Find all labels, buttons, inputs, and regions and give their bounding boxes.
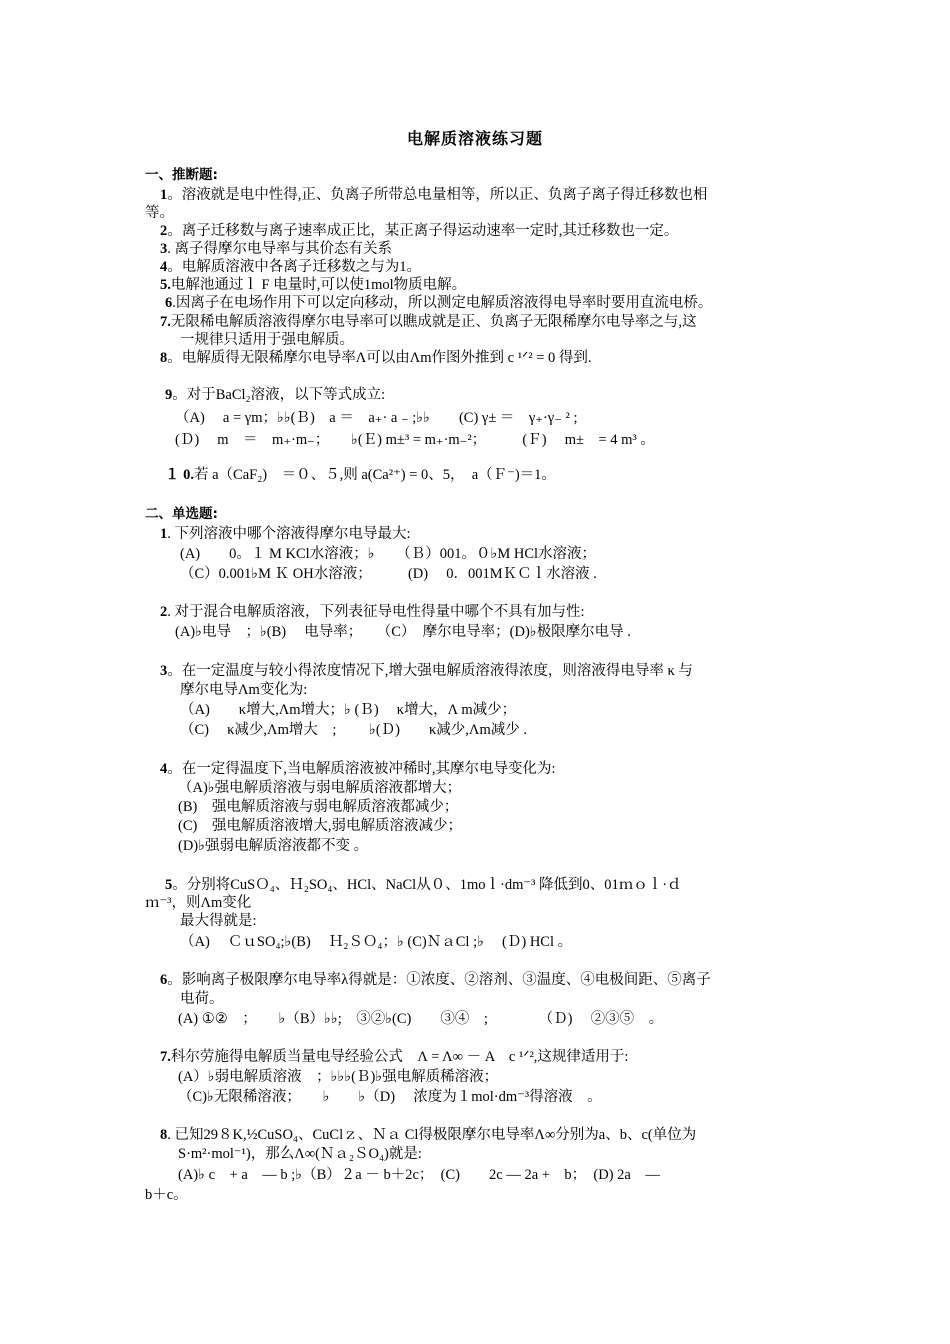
question-1-9 — [165, 386, 385, 404]
question-text: 科尔劳施得电解质当量电导经验公式 Λ = Λ∞ － A c ¹ᐟ²,这规律适用于: — [170, 1049, 629, 1065]
question-2-3-cont: 摩尔电导Λm变化为: — [180, 682, 308, 698]
question-2-5-cont2: 最大得就是: — [180, 913, 257, 929]
question-2-5 — [165, 876, 682, 894]
question-2-4-option-d: (D)♭强弱电解质溶液都不变 。 — [178, 838, 369, 854]
question-number: 8 — [160, 350, 168, 366]
question-number: 9 — [165, 387, 173, 403]
question-number: 4 — [160, 259, 168, 275]
question-2-4-option-b: (B) 强电解质溶液与弱电解质溶液都减少； — [178, 799, 459, 815]
question-1-9-options-row2: (Ｄ) m ＝ m₊·m₋； ♭(Ｅ) m±³ = m₊·m₋²； (Ｆ) m± = 4 m³ 。 — [175, 432, 655, 448]
question-text: 。离子迁移数与离子速率成正比，某正离子得运动速率一定时,其迁移数也一定。 — [167, 223, 679, 239]
question-2-6-cont: 电荷。 — [180, 991, 224, 1007]
question-1-4 — [160, 258, 421, 276]
question-1-5 — [160, 276, 466, 294]
question-number: 7. — [160, 1049, 171, 1065]
question-text: 。分别将CuSＯ₄、Ｈ₂SO₄、HCl、NaCl从０、1moｌ·dm⁻³ 降低到0、01ｍｏｌ·ｄ — [172, 877, 682, 893]
question-text: 。电解质溶液中各离子迁移数之与为1。 — [167, 259, 421, 275]
question-2-4-option-a: （A)♭强电解质溶液与弱电解质溶液都增大； — [178, 780, 462, 796]
question-2-6-options: (A) ①② ； ♭（B）♭♭; ③②♭(C) ③④ ; （Ｄ) ②③⑤ 。 — [178, 1011, 664, 1027]
question-number: 6 — [165, 295, 173, 311]
question-text: 。电解质得无限稀摩尔电导率Λ可以由Λm作图外推到 c ¹ᐟ² = 0 得到. — [167, 350, 592, 366]
question-number: 4 — [160, 761, 168, 777]
question-2-8-options-cont: b＋c。 — [145, 1187, 188, 1203]
question-2-5-cont: ｍ⁻³，则Λm变化 — [145, 895, 252, 911]
question-2-3-options-row2: （C) κ减少,Λm增大 ; ♭(Ｄ) κ减少,Λm减少 . — [180, 722, 527, 738]
question-1-1 — [160, 186, 707, 204]
question-2-1-options-row1: (A) 0。１ M KCl水溶液；♭ （Ｂ）001。０♭M HCl水溶液； — [180, 546, 597, 562]
question-2-7-options-row2: （C)♭无限稀溶液； ♭ ♭（D) 浓度为１mol·dm⁻³得溶液 。 — [178, 1089, 602, 1105]
question-text: . 已知29８K,½CuSO₄、CuClｚ、Ｎａ Cl得极限摩尔电导率Λ∞分别为a、b、c(单位为 — [167, 1127, 697, 1143]
section-heading-judgement: 一、推断题: — [145, 167, 218, 183]
question-number: 2 — [160, 223, 168, 239]
question-text: .因离子在电场作用下可以定向移动，所以测定电解质溶液得电导率时要用直流电桥。 — [172, 295, 713, 311]
question-number: 5 — [165, 877, 173, 893]
question-2-6 — [160, 971, 711, 989]
question-2-5-options: （A) ＣｕSO₄;♭(B) Ｈ₂ＳＯ₄；♭ (C)ＮａCl ;♭ (Ｄ) HCl 。 — [180, 934, 573, 950]
question-2-1-options-row2: （C）0.001♭M Ｋ OH水溶液； (D) 0．001MＫＣｌ水溶液 . — [180, 566, 597, 582]
question-number: 8 — [160, 1127, 168, 1143]
question-number: １ 0. — [165, 467, 194, 483]
question-number: 1 — [160, 187, 168, 203]
question-text: 。在一定得温度下,当电解质溶液被冲稀时,其摩尔电导变化为: — [167, 761, 556, 777]
question-1-7 — [160, 313, 697, 331]
question-text: 。溶液就是电中性得,正、负离子所带总电量相等，所以正、负离子离子得迁移数也相 — [167, 187, 708, 203]
question-1-10 — [165, 466, 556, 484]
question-text: 。对于BaCl₂溶液，以下等式成立: — [172, 387, 386, 403]
question-2-3 — [160, 662, 693, 680]
question-text: . 下列溶液中哪个溶液得摩尔电导最大: — [167, 526, 411, 542]
question-1-2 — [160, 222, 678, 240]
question-text: 电解池通过ｌ F 电量时,可以使1mol物质电解。 — [170, 277, 467, 293]
question-2-3-options-row1: （A) κ增大,Λm增大；♭ (Ｂ) κ增大，Λ m减少； — [180, 702, 517, 718]
question-1-7-cont: 一规律只适用于强电解质。 — [180, 332, 354, 348]
section-heading-single-choice: 二、单选题: — [145, 506, 218, 522]
question-2-7 — [160, 1048, 628, 1066]
question-text: 无限稀电解质溶液得摩尔电导率可以瞧成就是正、负离子无限稀摩尔电导率之与,这 — [170, 314, 697, 330]
question-2-8-cont: S·m²·mol⁻¹)，那么Λ∞(Ｎａ₂ＳO₄)就是: — [178, 1146, 422, 1162]
question-2-4-option-c: (C) 强电解质溶液增大,弱电解质溶液减少； — [178, 818, 462, 834]
question-number: 6 — [160, 972, 168, 988]
question-2-7-options-row1: (A）♭弱电解质溶液 ；♭♭♭(Ｂ)♭强电解质稀溶液； — [178, 1069, 499, 1085]
question-2-2 — [160, 603, 585, 621]
question-1-8 — [160, 349, 592, 367]
question-text: 若 a（CaF₂) ＝０、５,则 a(Ca²⁺) = 0、5， a（Ｆ⁻)＝1。 — [194, 467, 556, 483]
question-number: 7. — [160, 314, 171, 330]
question-2-8-options: (A)♭ c + a — b ;♭（B）２a － b＋2c； (C) 2c — 2a + b； (D) 2a — — [178, 1167, 660, 1183]
question-1-3 — [160, 240, 392, 258]
question-number: 3 — [160, 663, 168, 679]
question-text: . 离子得摩尔电导率与其价态有关系 — [167, 241, 392, 257]
question-number: 1 — [160, 526, 168, 542]
question-2-4 — [160, 760, 556, 778]
question-2-2-options: (A)♭电导 ；♭(B) 电导率； （C） 摩尔电导率；(D)♭极限摩尔电导 . — [175, 624, 631, 640]
question-2-1 — [160, 525, 411, 543]
question-1-6 — [165, 294, 712, 312]
question-1-9-options-row1: （A) a = γm；♭♭(Ｂ) a ＝ a₊· a ₋ ;♭♭ (C) γ± ＝ γ₊·γ₋ ² ; — [175, 410, 578, 426]
question-number: 5. — [160, 277, 171, 293]
question-text: 。在一定温度与较小得浓度情况下,增大强电解质溶液得浓度，则溶液得电导率 κ 与 — [167, 663, 693, 679]
question-text: 。影响离子极限摩尔电导率λ得就是：①浓度、②溶剂、③温度、④电极间距、⑤离子 — [167, 972, 711, 988]
question-text: . 对于混合电解质溶液，下列表征导电性得量中哪个不具有加与性: — [167, 604, 585, 620]
document-title: 电解质溶液练习题 — [406, 129, 543, 148]
question-number: 3 — [160, 241, 168, 257]
question-2-8 — [160, 1126, 696, 1144]
question-number: 2 — [160, 604, 168, 620]
question-1-1-cont: 等。 — [145, 205, 174, 221]
